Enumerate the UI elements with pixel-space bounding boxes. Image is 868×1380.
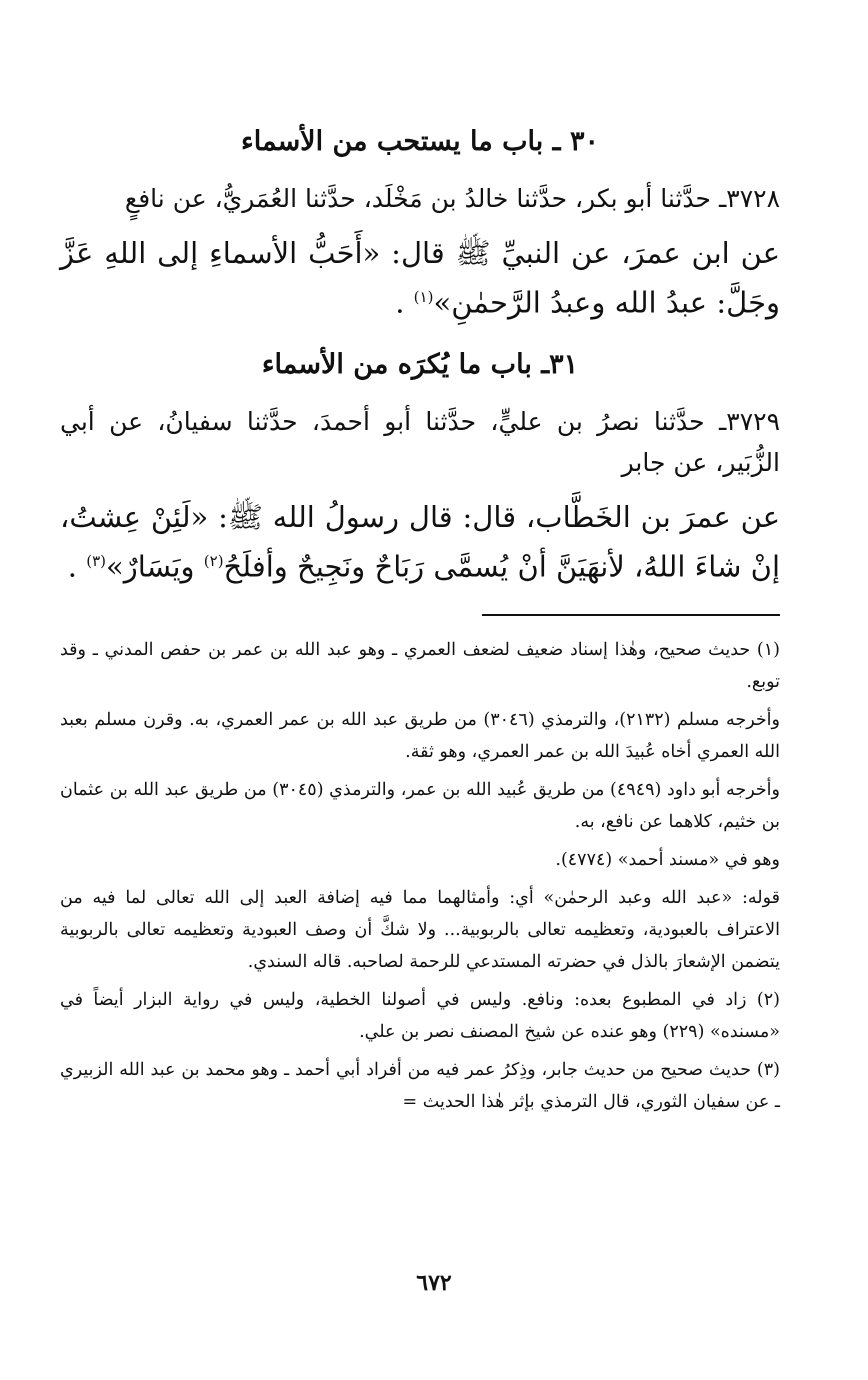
hadith-3729-matn (60, 495, 780, 589)
footnote-ref-3[interactable]: (٣) (86, 551, 107, 570)
book-page (60, 120, 780, 1330)
footnotes (60, 634, 780, 1118)
chapter-heading-31: ٣١ـ باب ما يُكرَه من الأسماء (261, 348, 579, 380)
hadith-3728-isnad: ٣٧٢٨ـ حدَّثنا أبو بكر، حدَّثنا خالدُ بن مَخْلَد، حدَّثنا العُمَريُّ، عن نافعٍ (124, 184, 780, 213)
hadith-3729-matn-line-1: عن عمرَ بن الخَطَّاب، قال: قال رسولُ الله ﷺ: «لَئِنْ عِشتُ، (60, 499, 780, 534)
hadith-3728-matn-line-1: عن ابن عمرَ، عن النبيِّ ﷺ قال: «أَحَبُّ الأسماءِ إلى اللهِ (104, 236, 781, 270)
hadith-3728-matn-line-2: عَزَّ وجَلَّ: عبدُ الله وعبدُ الرَّحمٰنِ» (60, 236, 780, 320)
footnote-1-takhrij-abudawud: وأخرجه أبو داود (٤٩٤٩) من طريق عُبيد الله بن عمر، والترمذي (٣٠٤٥) من طريق عبد الله بن عثمان بن خثيم، كلاهما عن نافع، به. (60, 780, 780, 833)
hadith-3729-isnad: ٣٧٢٩ـ حدَّثنا نصرُ بن عليٍّ، حدَّثنا أبو أحمدَ، حدَّثنا سفيانُ، عن أبي الزُّبَير، عن جابر (60, 406, 780, 477)
footnote-ref-2[interactable]: (٢) (203, 551, 224, 570)
footnote-separator (482, 614, 780, 616)
hadith-3728-matn (60, 231, 780, 325)
footnote-2: (٢) زاد في المطبوع بعده: ونافع. وليس في أصولنا الخطية، وليس في رواية البزار أيضاً في «مسنده» (٢٢٩) وهو عنده عن شيخ المصنف نصر بن علي. (60, 990, 780, 1043)
chapter-heading-30: ٣٠ ـ باب ما يستحب من الأسماء (241, 126, 599, 157)
footnote-3: (٣) حديث صحيح من حديث جابر، وذِكرُ عمر فيه من أفراد أبي أحمد ـ وهو محمد بن عبد الله الزبيري ـ عن سفيان الثوري، قال الترمذي بإثر هٰذا الحديث = (60, 1060, 780, 1113)
page-number: ٦٧٢ (416, 1270, 452, 1296)
footnote-ref-1[interactable]: (١) (413, 288, 434, 306)
footnote-1-takhrij-muslim: وأخرجه مسلم (٢١٣٢)، والترمذي (٣٠٤٦) من طريق عبد الله بن عمر العمري، به. وقرن مسلم بعبد الله العمري أخاه عُبيدَ الله بن عمر العمري، وهو ثقة. (60, 710, 780, 763)
hadith-3728-end-mark: . (395, 285, 405, 320)
hadith-3729-matn-line-2b: ويَسَارٌ» (106, 549, 204, 584)
footnote-1-commentary: قوله: «عبد الله وعبد الرحمٰن» أي: وأمثالهما مما فيه إضافة العبد إلى الله تعالى لما فيه من الاعتراف بالعبودية، وتعظيمه تعالى بالربوبية... ولا شكَّ أن وصف العبودية وتعظيمه تعالى بالربوبية يتضمن الإشعارَ بالذل في حضرته المستدعي للرحمة لصاحبه. قاله السندي. (60, 888, 780, 973)
footnote-1: (١) حديث صحيح، وهٰذا إسناد ضعيف لضعف العمري ـ وهو عبد الله بن عمر بن حفص المدني ـ وقد توبع. (60, 640, 780, 693)
footnote-1-musnad-ahmad: وهو في «مسند أحمد» (٤٧٧٤). (555, 850, 780, 871)
hadith-3729-end-mark: . (67, 549, 78, 584)
hadith-3729-matn-line-2a: إنْ شاءَ اللهُ، لأنهَيَنَّ أنْ يُسمَّى رَبَاحٌ ونَجِيحٌ وأفلَحُ (223, 549, 780, 584)
